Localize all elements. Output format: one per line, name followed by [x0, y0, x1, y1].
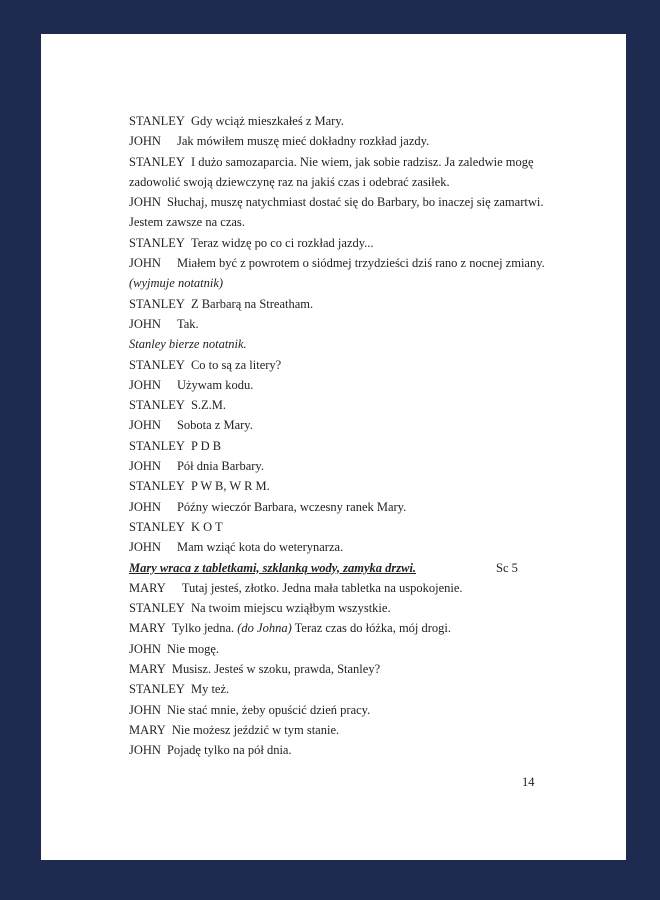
dialogue-line: [129, 131, 569, 151]
dialogue-line: [129, 152, 569, 172]
speaker-name: STANLEY: [129, 154, 185, 169]
speaker-name: JOHN: [129, 195, 161, 210]
dialogue-text: Miałem być z powrotem o siódmej trzydzieści dziś rano z nocnej zmiany.: [176, 256, 545, 271]
speaker-name: STANLEY: [129, 114, 185, 128]
speaker-name: JOHN: [129, 377, 161, 392]
dialogue-text: Późny wieczór Barbara, wczesny ranek Mary.: [176, 499, 407, 514]
dialogue-line: [129, 111, 569, 131]
dialogue-line: [129, 639, 569, 659]
dialogue-line: [129, 720, 569, 740]
dialogue-text: Tutaj jesteś, złotko. Jedna mała tabletka na uspokojenie.: [181, 580, 463, 595]
page-number: 14: [522, 775, 535, 789]
speaker-name: STANLEY: [129, 357, 185, 372]
dialogue-text: Używam kodu.: [176, 377, 254, 392]
dialogue-line: [129, 375, 569, 395]
dialogue-line: [129, 314, 569, 334]
dialogue-line: [129, 740, 569, 760]
dialogue-line: [129, 192, 569, 212]
dialogue-line: [129, 436, 569, 456]
speaker-name: JOHN: [129, 459, 161, 474]
dialogue-continuation: [129, 212, 569, 232]
dialogue-line: [129, 578, 569, 598]
dialogue-text: Pojadę tylko na pół dnia.: [166, 743, 292, 758]
dialogue-line: [129, 415, 569, 435]
dialogue-line: [129, 679, 569, 699]
dialogue-line: [129, 618, 569, 638]
dialogue-text: Pół dnia Barbary.: [176, 459, 264, 474]
script-page: [41, 34, 626, 860]
dialogue-text: Mam wziąć kota do weterynarza.: [176, 540, 344, 555]
aside-direction: (do Johna): [237, 621, 292, 636]
speaker-name: STANLEY: [129, 682, 185, 697]
dialogue-text: Słuchaj, muszę natychmiast dostać się do Barbary, bo inaczej się zamartwi.: [166, 195, 544, 210]
dialogue-line: [129, 497, 569, 517]
dialogue-text: Jak mówiłem muszę mieć dokładny rozkład jazdy.: [176, 134, 430, 149]
dialogue-text: Nie mogę.: [166, 641, 220, 656]
speaker-name: JOHN: [129, 418, 161, 433]
dialogue-line: [129, 294, 569, 314]
dialogue-text: Nie stać mnie, żeby opuścić dzień pracy.: [166, 702, 371, 717]
script-text: [129, 111, 569, 761]
stage-direction-text: (wyjmuje notatnik): [129, 276, 224, 291]
dialogue-text: zadowolić swoją dziewczynę raz na jakiś czas i odebrać zasiłek.: [129, 174, 450, 189]
speaker-name: STANLEY: [129, 479, 185, 494]
speaker-name: MARY: [129, 662, 166, 677]
dialogue-text: I dużo samozaparcia. Nie wiem, jak sobie radzisz. Ja zaledwie mogę: [190, 154, 534, 169]
dialogue-text: S.Z.M.: [190, 398, 227, 413]
dialogue-text: Nie możesz jeździć w tym stanie.: [171, 722, 340, 737]
speaker-name: JOHN: [129, 641, 161, 656]
dialogue-text: P D B: [190, 438, 222, 453]
speaker-name: MARY: [129, 621, 166, 636]
speaker-name: JOHN: [129, 499, 161, 514]
dialogue-text: P W B, W R M.: [190, 479, 270, 494]
stage-direction-text: Stanley bierze notatnik.: [129, 337, 247, 352]
dialogue-text: My też.: [190, 682, 230, 697]
speaker-name: STANLEY: [129, 519, 185, 534]
speaker-name: JOHN: [129, 134, 161, 149]
dialogue-text: Teraz czas do łóżka, mój drogi.: [294, 621, 452, 636]
speaker-name: MARY: [129, 722, 166, 737]
dialogue-line: [129, 517, 569, 537]
dialogue-line: [129, 659, 569, 679]
scene-number: Sc 5: [496, 560, 518, 575]
speaker-name: MARY: [129, 580, 166, 595]
speaker-name: JOHN: [129, 743, 161, 758]
dialogue-text: K O T: [190, 519, 223, 534]
dialogue-text: Sobota z Mary.: [176, 418, 253, 433]
speaker-name: STANLEY: [129, 235, 185, 250]
speaker-name: STANLEY: [129, 438, 185, 453]
dialogue-line: [129, 253, 569, 273]
dialogue-line: [129, 233, 569, 253]
dialogue-line: [129, 598, 569, 618]
dialogue-line: [129, 355, 569, 375]
speaker-name: JOHN: [129, 702, 161, 717]
stage-direction-text: Mary wraca z tabletkami, szklanką wody, zamyka drzwi.: [129, 560, 417, 575]
stage-direction: [129, 273, 569, 293]
dialogue-line: [129, 395, 569, 415]
dialogue-text: Musisz. Jesteś w szoku, prawda, Stanley?: [171, 662, 381, 677]
dialogue-text: Gdy wciąż mieszkałeś z Mary.: [190, 114, 344, 128]
stage-direction: [129, 558, 569, 578]
dialogue-line: [129, 476, 569, 496]
dialogue-text: Tak.: [176, 316, 199, 331]
speaker-name: STANLEY: [129, 296, 185, 311]
dialogue-continuation: [129, 172, 569, 192]
speaker-name: STANLEY: [129, 398, 185, 413]
dialogue-text: Na twoim miejscu wziąłbym wszystkie.: [190, 601, 391, 616]
stage-direction: [129, 334, 569, 354]
dialogue-line: [129, 456, 569, 476]
speaker-name: STANLEY: [129, 601, 185, 616]
dialogue-line: [129, 700, 569, 720]
dialogue-text: Teraz widzę po co ci rozkład jazdy...: [190, 235, 374, 250]
speaker-name: JOHN: [129, 256, 161, 271]
dialogue-text: Co to są za litery?: [190, 357, 282, 372]
dialogue-text: Z Barbarą na Streatham.: [190, 296, 314, 311]
dialogue-text: Jestem zawsze na czas.: [129, 215, 245, 230]
speaker-name: JOHN: [129, 316, 161, 331]
dialogue-text: Tylko jedna.: [171, 621, 235, 636]
dialogue-line: [129, 537, 569, 557]
speaker-name: JOHN: [129, 540, 161, 555]
